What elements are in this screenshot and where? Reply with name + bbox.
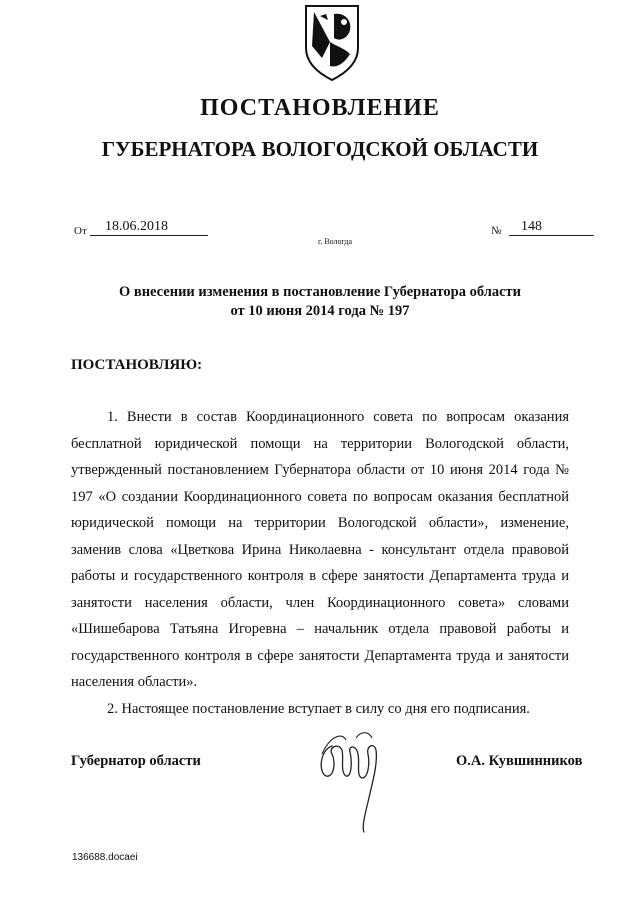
coat-of-arms-emblem: [300, 2, 364, 82]
document-subject: [90, 283, 550, 321]
document-file-id: 136688.docaei: [72, 852, 138, 863]
signatory-position: Губернатор области: [71, 753, 201, 769]
document-body: [71, 404, 569, 722]
body-paragraph-2: 2. Настоящее постановление вступает в силу со дня его подписания.: [107, 700, 530, 717]
document-number: 148: [521, 219, 542, 234]
body-paragraph-1: 1. Внести в состав Координационного совета по вопросам оказания бесплатной юридической помощи на территории Вологодской области, утвержденный постановлением Губернатора области от 10 июня 2014 года № 197 «О создании Координационного совета по вопросам оказания бесплатной юридической помощи на территории Вологодской области», изменение, заменив слова «Цветкова Ирина Николаевна - консультант отдела правовой работы и государственного контроля в сфере занятости Департамента труда и занятости населения области, член Координационного совета» словами «Шишебарова Татьяна Игоревна – начальник отдела правовой работы и государственного контроля в сфере занятости Департамента труда и занятости населения области».: [71, 409, 569, 690]
document-title: ПОСТАНОВЛЕНИЕ: [200, 95, 440, 121]
city-label: г. Вологда: [317, 237, 353, 246]
resolve-heading: ПОСТАНОВЛЯЮ:: [71, 357, 203, 373]
date-prefix: От: [74, 225, 87, 237]
number-prefix: №: [491, 225, 502, 237]
handwritten-signature: [312, 724, 390, 834]
document-subtitle: ГУБЕРНАТОРА ВОЛОГОДСКОЙ ОБЛАСТИ: [101, 137, 539, 161]
subject-line-1: О внесении изменения в постановление Губернатора области: [118, 284, 522, 300]
signatory-name: О.А. Кувшинников: [456, 753, 583, 769]
subject-line-2: от 10 июня 2014 года № 197: [230, 303, 410, 319]
document-date: 18.06.2018: [105, 219, 168, 234]
